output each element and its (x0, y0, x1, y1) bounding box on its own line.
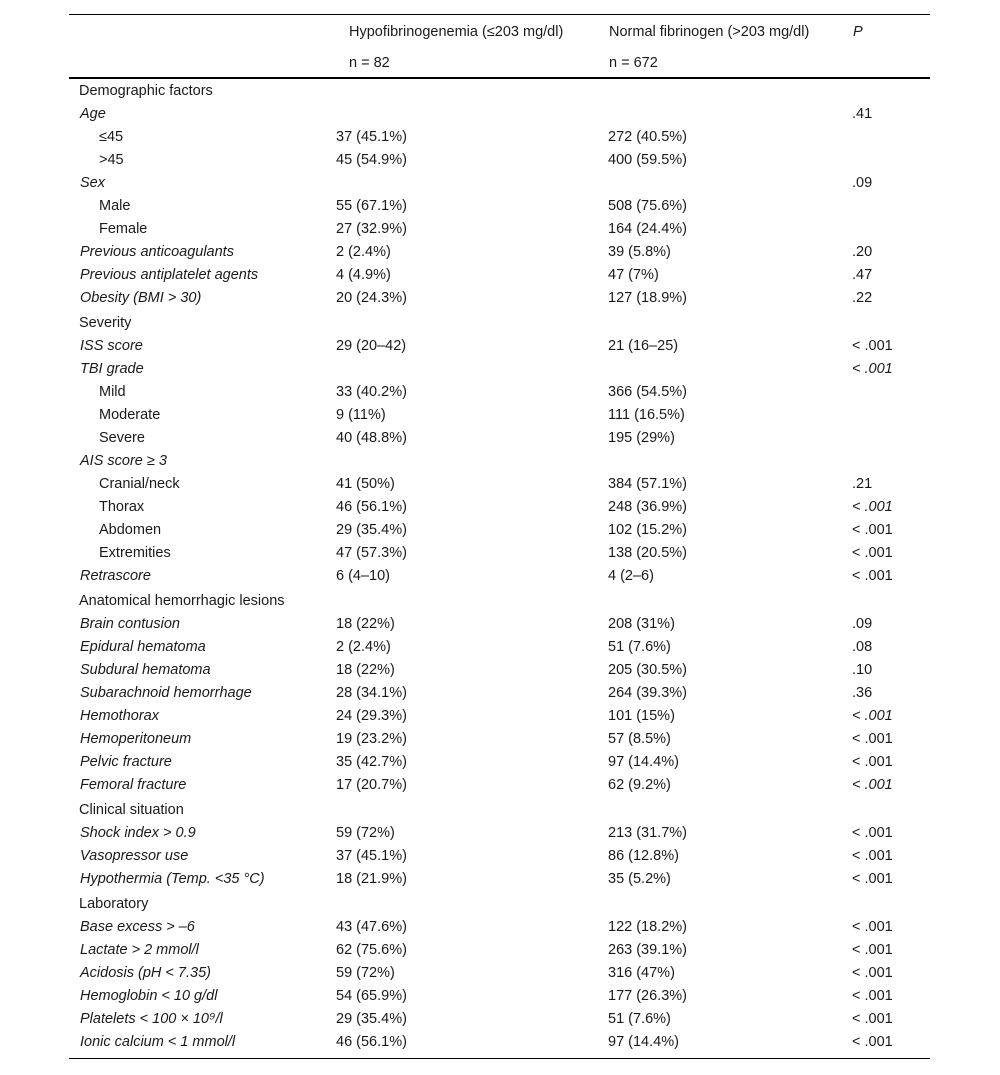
table-row (69, 613, 930, 636)
normal-value: 86 (12.8%) (608, 848, 679, 864)
hypo-value: 54 (65.9%) (336, 988, 407, 1004)
p-value: .36 (852, 685, 873, 701)
normal-value: 205 (30.5%) (608, 662, 687, 678)
row-label: >45 (99, 152, 124, 168)
section-label: Demographic factors (79, 83, 213, 99)
normal-value: 272 (40.5%) (608, 129, 687, 145)
normal-value: 102 (15.2%) (608, 522, 687, 538)
header-n-hypofibrinogenemia: n = 82 (349, 55, 390, 71)
normal-value: 208 (31%) (608, 616, 675, 632)
normal-value: 248 (36.9%) (608, 499, 687, 515)
table-row (69, 659, 930, 682)
p-value: < .001 (852, 568, 893, 584)
row-label: Pelvic fracture (80, 754, 172, 770)
hypo-value: 35 (42.7%) (336, 754, 407, 770)
row-label: Previous anticoagulants (80, 244, 234, 260)
p-value: < .001 (852, 848, 893, 864)
table-row (69, 218, 930, 241)
table-row (69, 542, 930, 565)
hypo-value: 28 (34.1%) (336, 685, 407, 701)
table-row (69, 1031, 930, 1054)
normal-value: 101 (15%) (608, 708, 675, 724)
normal-value: 51 (7.6%) (608, 639, 671, 655)
p-value: < .001 (852, 942, 893, 958)
hypo-value: 17 (20.7%) (336, 777, 407, 793)
normal-value: 97 (14.4%) (608, 1034, 679, 1050)
p-value: < .001 (852, 919, 893, 935)
row-label: Sex (80, 175, 105, 191)
p-value: < .001 (852, 777, 893, 793)
header-n-normal-fibrinogen: n = 672 (609, 55, 658, 71)
p-value: < .001 (852, 825, 893, 841)
table-row (69, 172, 930, 195)
hypo-value: 19 (23.2%) (336, 731, 407, 747)
row-label: Hypothermia (Temp. <35 °C) (80, 871, 265, 887)
table-row (69, 149, 930, 172)
hypo-value: 59 (72%) (336, 825, 395, 841)
hypo-value: 55 (67.1%) (336, 198, 407, 214)
hypo-value: 24 (29.3%) (336, 708, 407, 724)
normal-value: 316 (47%) (608, 965, 675, 981)
normal-value: 213 (31.7%) (608, 825, 687, 841)
row-label: Epidural hematoma (80, 639, 206, 655)
row-label: Extremities (99, 545, 171, 561)
row-label: Mild (99, 384, 126, 400)
p-value: < .001 (852, 545, 893, 561)
bottom-rule (69, 1058, 930, 1059)
hypo-value: 2 (2.4%) (336, 639, 391, 655)
table-row (69, 868, 930, 891)
row-label: Acidosis (pH < 7.35) (80, 965, 211, 981)
hypo-value: 27 (32.9%) (336, 221, 407, 237)
normal-value: 195 (29%) (608, 430, 675, 446)
row-label: Severe (99, 430, 145, 446)
hypo-value: 62 (75.6%) (336, 942, 407, 958)
hypo-value: 46 (56.1%) (336, 1034, 407, 1050)
row-label: Vasopressor use (80, 848, 189, 864)
table-row (69, 287, 930, 310)
normal-value: 47 (7%) (608, 267, 659, 283)
table-row (69, 358, 930, 381)
row-label: TBI grade (80, 361, 144, 377)
table-row (69, 939, 930, 962)
row-label: Femoral fracture (80, 777, 187, 793)
normal-value: 57 (8.5%) (608, 731, 671, 747)
normal-value: 264 (39.3%) (608, 685, 687, 701)
hypo-value: 20 (24.3%) (336, 290, 407, 306)
table-row (69, 1008, 930, 1031)
row-label: Ionic calcium < 1 mmol/l (80, 1034, 236, 1050)
p-value: < .001 (852, 338, 893, 354)
row-label: Age (80, 106, 106, 122)
p-value: < .001 (852, 1011, 893, 1027)
hypo-value: 29 (20–42) (336, 338, 407, 354)
table-row (69, 450, 930, 473)
hypo-value: 29 (35.4%) (336, 1011, 407, 1027)
section-label: Clinical situation (79, 802, 184, 818)
header-hypofibrinogenemia: Hypofibrinogenemia (≤203 mg/dl) (349, 24, 564, 40)
p-value: .41 (852, 106, 873, 122)
table-row (69, 103, 930, 126)
p-value: < .001 (852, 499, 893, 515)
p-value: < .001 (852, 754, 893, 770)
row-label: Brain contusion (80, 616, 180, 632)
hypo-value: 41 (50%) (336, 476, 395, 492)
hypo-value: 43 (47.6%) (336, 919, 407, 935)
normal-value: 111 (16.5%) (608, 407, 685, 423)
normal-value: 164 (24.4%) (608, 221, 687, 237)
row-label: Thorax (99, 499, 145, 515)
row-label: ISS score (80, 338, 143, 354)
p-value: .09 (852, 175, 873, 191)
table-row (69, 241, 930, 264)
p-value: < .001 (852, 988, 893, 1004)
table-row (69, 822, 930, 845)
hypo-value: 33 (40.2%) (336, 384, 407, 400)
hypo-value: 9 (11%) (336, 407, 386, 423)
normal-value: 263 (39.1%) (608, 942, 687, 958)
p-value: < .001 (852, 522, 893, 538)
normal-value: 97 (14.4%) (608, 754, 679, 770)
row-label: Lactate > 2 mmol/l (80, 942, 199, 958)
normal-value: 4 (2–6) (608, 568, 654, 584)
p-value: < .001 (852, 361, 893, 377)
normal-value: 400 (59.5%) (608, 152, 687, 168)
table-row (69, 335, 930, 358)
p-value: .21 (852, 476, 873, 492)
row-label: Platelets < 100 × 10⁹/l (80, 1011, 223, 1027)
table-row (69, 381, 930, 404)
hypo-value: 4 (4.9%) (336, 267, 391, 283)
hypo-value: 2 (2.4%) (336, 244, 391, 260)
table-row (69, 195, 930, 218)
row-label: ≤45 (99, 129, 124, 145)
row-label: Hemoglobin < 10 g/dl (80, 988, 218, 1004)
section-label: Laboratory (79, 896, 149, 912)
hypo-value: 37 (45.1%) (336, 848, 407, 864)
row-label: Hemoperitoneum (80, 731, 192, 747)
row-label: Male (99, 198, 131, 214)
normal-value: 177 (26.3%) (608, 988, 687, 1004)
section-label: Severity (79, 315, 132, 331)
row-label: Female (99, 221, 148, 237)
p-value: < .001 (852, 708, 893, 724)
normal-value: 127 (18.9%) (608, 290, 687, 306)
table-row (69, 565, 930, 588)
row-label: Hemothorax (80, 708, 159, 724)
p-value: .10 (852, 662, 873, 678)
normal-value: 35 (5.2%) (608, 871, 671, 887)
header-p-value: P (853, 24, 863, 40)
table-row (69, 916, 930, 939)
normal-value: 122 (18.2%) (608, 919, 687, 935)
p-value: .47 (852, 267, 873, 283)
table-row (69, 751, 930, 774)
p-value: .09 (852, 616, 873, 632)
section-row (69, 590, 930, 613)
row-label: Shock index > 0.9 (80, 825, 196, 841)
normal-value: 51 (7.6%) (608, 1011, 671, 1027)
hypo-value: 6 (4–10) (336, 568, 391, 584)
table-row (69, 705, 930, 728)
table-row (69, 496, 930, 519)
section-row (69, 799, 930, 822)
p-value: .08 (852, 639, 873, 655)
table-row (69, 519, 930, 542)
row-label: Subdural hematoma (80, 662, 211, 678)
hypo-value: 45 (54.9%) (336, 152, 407, 168)
table-row (69, 264, 930, 287)
row-label: Base excess > –6 (80, 919, 195, 935)
p-value: < .001 (852, 731, 893, 747)
table-row (69, 845, 930, 868)
header-rule (69, 77, 930, 79)
row-label: Abdomen (99, 522, 162, 538)
table-row (69, 728, 930, 751)
hypo-value: 18 (21.9%) (336, 871, 407, 887)
hypo-value: 47 (57.3%) (336, 545, 407, 561)
section-row (69, 312, 930, 335)
table-row (69, 636, 930, 659)
normal-value: 366 (54.5%) (608, 384, 687, 400)
p-value: < .001 (852, 871, 893, 887)
table-row (69, 985, 930, 1008)
table-row (69, 126, 930, 149)
header-normal-fibrinogen: Normal fibrinogen (>203 mg/dl) (609, 24, 810, 40)
row-label: Retrascore (80, 568, 151, 584)
section-label: Anatomical hemorrhagic lesions (79, 593, 285, 609)
normal-value: 62 (9.2%) (608, 777, 671, 793)
hypo-value: 29 (35.4%) (336, 522, 407, 538)
hypo-value: 40 (48.8%) (336, 430, 407, 446)
normal-value: 508 (75.6%) (608, 198, 687, 214)
hypo-value: 18 (22%) (336, 616, 395, 632)
hypo-value: 18 (22%) (336, 662, 395, 678)
table-row (69, 427, 930, 450)
p-value: .22 (852, 290, 873, 306)
row-label: Obesity (BMI > 30) (80, 290, 202, 306)
table-row (69, 962, 930, 985)
normal-value: 138 (20.5%) (608, 545, 687, 561)
hypo-value: 46 (56.1%) (336, 499, 407, 515)
top-rule (69, 14, 930, 15)
table-row (69, 774, 930, 797)
p-value: < .001 (852, 1034, 893, 1050)
row-label: Moderate (99, 407, 161, 423)
p-value: .20 (852, 244, 873, 260)
row-label: AIS score ≥ 3 (80, 453, 167, 469)
table-row (69, 682, 930, 705)
normal-value: 39 (5.8%) (608, 244, 671, 260)
row-label: Previous antiplatelet agents (80, 267, 259, 283)
normal-value: 384 (57.1%) (608, 476, 687, 492)
hypo-value: 59 (72%) (336, 965, 395, 981)
table-row (69, 473, 930, 496)
section-row (69, 893, 930, 916)
p-value: < .001 (852, 965, 893, 981)
table-row (69, 404, 930, 427)
hypo-value: 37 (45.1%) (336, 129, 407, 145)
row-label: Subarachnoid hemorrhage (80, 685, 252, 701)
normal-value: 21 (16–25) (608, 338, 679, 354)
row-label: Cranial/neck (99, 476, 180, 492)
section-row (69, 80, 930, 103)
